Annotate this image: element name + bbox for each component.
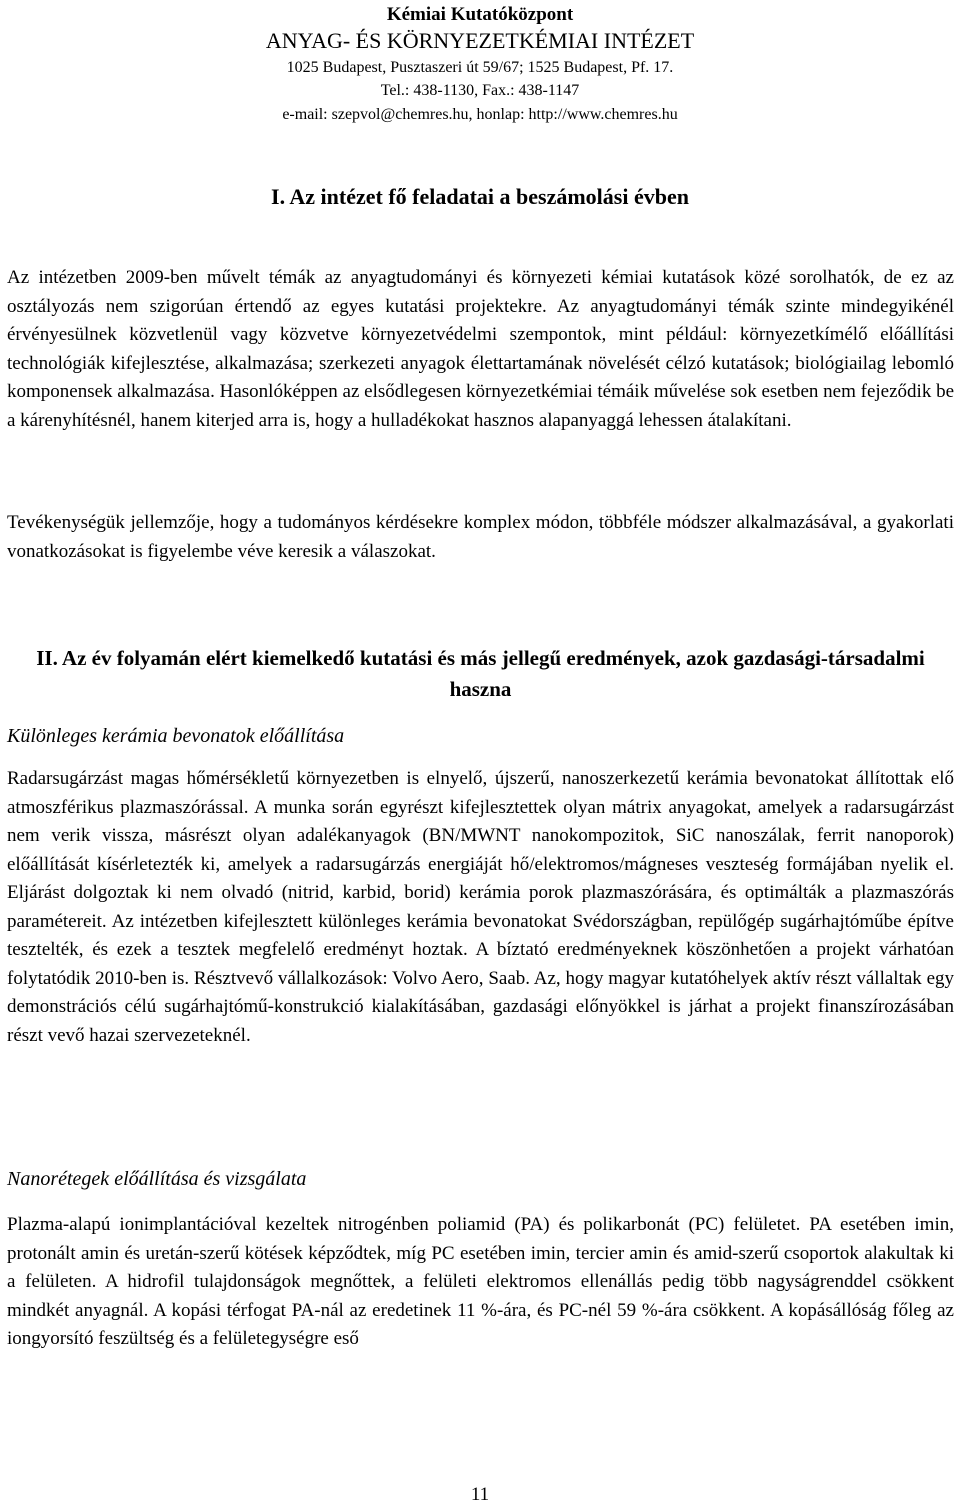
- subsection-nanolayers-heading: Nanorétegek előállítása és vizsgálata: [7, 1168, 307, 1190]
- header-organization: Kémiai Kutatóközpont: [386, 4, 574, 25]
- section-1-paragraph-2: Tevékenységük jellemzője, hogy a tudományos kérdésekre komplex módon, többféle módszer alkalmazásával, a gyakorlati vonatkozásokat is figyelembe véve keresik a válaszokat.: [7, 512, 954, 562]
- subsection-ceramic-coatings-paragraph: Radarsugárzást magas hőmérsékletű környezetben is elnyelő, újszerű, nanoszerkezetű kerámia bevonatokat állítottak elő atmoszférikus plazmaszórással. A munka során egyrészt kifejlesztettek olyan mátrix anyagokat, amelyek a radarsugárzást nem verik vissza, másrészt olyan adalékanyagok (BN/MWNT nanokompozitok, SiC nanoszálak, ferrit nanoporok) előállítását kísérletezték ki, amelyek a radarsugárzás energiáját hő/elektromos/mágneses veszteség formájában nyelik el. Eljárást dolgoztak ki nem olvadó (nitrid, karbid, borid) kerámia porok plazmaszórására, és optimálták a plazmaszórás paramétereit. Az intézetben kifejlesztett különleges kerámia bevonatokat Svédországban, repülőgép sugárhajtóműbe építve tesztelték, és ezek a tesztek megfelelő eredményt hoztak. A bíztató eredményeknek köszönhetően a projekt várhatóan folytatódik 2010-ben is. Résztvevő vállalkozások: Volvo Aero, Saab. Az, hogy magyar kutatóhelyek aktív részt vállaltak egy demonstrációs célú sugárhajtómű-konstrukció kialakításában, gazdasági előnyökkel is járhat a projekt finanszírozásában részt vevő hazai szervezeteknél.: [7, 768, 954, 1046]
- subsection-ceramic-coatings-heading: Különleges kerámia bevonatok előállítása: [7, 725, 345, 747]
- section-1-heading: I. Az intézet fő feladatai a beszámolási évben: [271, 184, 689, 209]
- header-institute: ANYAG- ÉS KÖRNYEZETKÉMIAI INTÉZET: [265, 28, 695, 53]
- subsection-nanolayers-paragraph: Plazma-alapú ionimplantációval kezeltek nitrogénben poliamid (PA) és polikarbonát (PC) felületet. PA esetében imin, protonált amin és uretán-szerű kötések képződtek, míg PC esetében imin, tercier amin és amid-szerű csoportok alakultak ki a felületen. A hidrofil tulajdonságok megnőttek, a felületi elektromos ellenállás pedig több nagyságrenddel csökkent mindkét anyagnál. A kopási térfogat PA-nál az eredetinek 11 %-ára, és PC-nél 59 %-ára csökkent. A kopásállóság főleg az iongyorsító feszültség és a felületegységre eső: [7, 1214, 954, 1349]
- header-contact: e-mail: szepvol@chemres.hu, honlap: http://www.chemres.hu: [282, 106, 678, 123]
- section-1-paragraph-1: Az intézetben 2009-ben művelt témák az anyagtudományi és környezeti kémiai kutatások közé sorolhatók, de ez az osztályozás nem szigorúan értendő az egyes kutatási projektekre. Az anyagtudományi témák szinte mindegyikénél érvényesülnek közvetlenül vagy közvetve környezetvédelmi szempontok, mint például: környezetkímélő előállítási technológiák kifejlesztése, alkalmazása; szerkezeti anyagok élettartamának növelését célzó kutatások; biológiailag lebomló komponensek alkalmazása. Hasonlóképpen az elsődlegesen környezetkémiai témáik művelése sok esetben nem fejeződik be a kárenyhítésnél, hanem kiterjed arra is, hogy a hulladékokat hasznos alapanyaggá lehessen átalakítani.: [7, 267, 955, 431]
- header-address: 1025 Budapest, Pusztaszeri út 59/67; 1525 Budapest, Pf. 17.: [286, 59, 674, 76]
- page-number: 11: [470, 1484, 490, 1505]
- section-2-heading: II. Az év folyamán elért kiemelkedő kutatási és más jellegű eredmények, azok gazdasági-társadalmi haszna: [36, 646, 925, 701]
- header-phone: Tel.: 438-1130, Fax.: 438-1147: [380, 82, 580, 99]
